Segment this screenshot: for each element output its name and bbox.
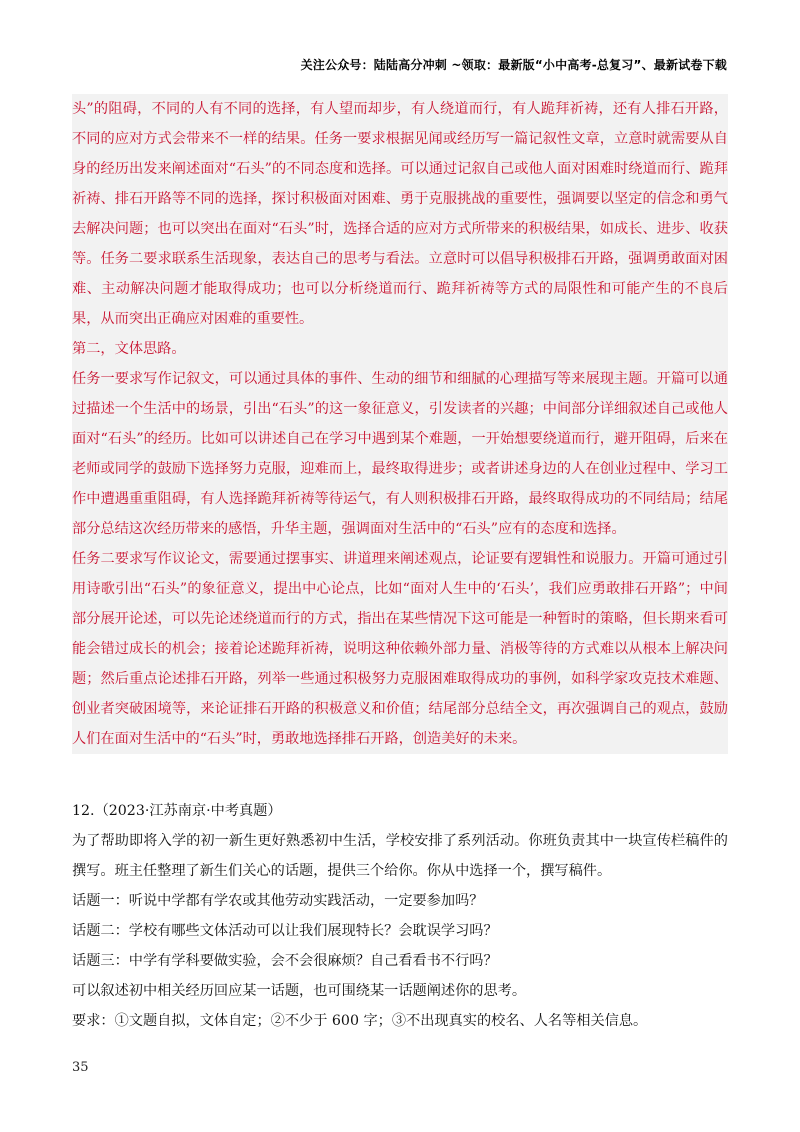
topic-two: 话题二：学校有哪些文体活动可以让我们展现特长？会耽误学习吗？: [72, 923, 498, 939]
answer-paragraph: 任务二要求写作议论文，需要通过摆事实、讲道理来阐述观点，论证要有逻辑性和说服力。开篇可通过引用诗歌引出“石头”的象征意义，提出中心论点，比如“面对人生中的‘石头’，我们应勇敢排石开路”；中间部分展开论述，可以先论述绕道而行的方式，指出在某些情况下这可能是一种暂时的策略，但长期来看可能会错过成长的机会；接着论述跪拜祈祷，说明这种依赖外部力量、消极等待的方式难以从根本上解决问题；然后重点论述排石开路，列举一些通过积极努力克服困难取得成功的事例，如科学家攻克技术难题、创业者突破困境等，来论证排石开路的积极意义和价值；结尾部分总结全文，再次强调自己的观点，鼓励人们在面对生活中的“石头”时，勇敢地选择排石开路，创造美好的未来。: [72, 551, 728, 747]
question-requirements: 要求：①文题自拟，文体自定；②不少于 600 字；③不出现真实的校名、人名等相关信息。: [72, 1013, 648, 1029]
answer-section-heading: 第二，文体思路。: [72, 341, 186, 357]
page-number: 35: [72, 1060, 89, 1075]
question-block: [72, 796, 728, 1036]
topic-three: 话题三：中学有学科要做实验，会不会很麻烦？自己看看书不行吗？: [72, 953, 498, 969]
topic-one: 话题一：听说中学都有学农或其他劳动实践活动，一定要参加吗？: [72, 893, 484, 909]
question-intro: 为了帮助即将入学的初一新生更好熟悉初中生活，学校安排了系列活动。你班负责其中一块宣传栏稿件的撰写。班主任整理了新生们关心的话题，提供三个给你。你从中选择一个，撰写稿件。: [72, 833, 728, 879]
answer-paragraph: 头”的阻碍，不同的人有不同的选择，有人望而却步，有人绕道而行，有人跪拜祈祷，还有人排石开路，不同的应对方式会带来不一样的结果。任务一要求根据见闻或经历写一篇记叙性文章，立意时就需要从自身的经历出发来阐述面对“石头”的不同态度和选择。可以通过记叙自己或他人面对困难时绕道而行、跪拜祈祷、排石开路等不同的选择，探讨积极面对困难、勇于克服挑战的重要性，强调要以坚定的信念和勇气去解决问题；也可以突出在面对“石头”时，选择合适的应对方式所带来的积极结果，如成长、进步、收获等。任务二要求联系生活现象，表达自己的思考与看法。立意时可以倡导积极排石开路，强调勇敢面对困难、主动解决问题才能取得成功；也可以分析绕道而行、跪拜祈祷等方式的局限性和可能产生的不良后果，从而突出正确应对困难的重要性。: [72, 101, 728, 327]
question-number: 12.（2023·江苏南京·中考真题）: [72, 803, 282, 819]
page-header: 关注公众号：陆陆高分冲刺 ~领取：最新版“小中高考-总复习”、最新试卷下载: [300, 58, 727, 72]
answer-analysis-block: [72, 94, 728, 754]
question-guide: 可以叙述初中相关经历回应某一话题，也可围绕某一话题阐述你的思考。: [72, 983, 527, 999]
answer-paragraph: 任务一要求写作记叙文，可以通过具体的事件、生动的细节和细腻的心理描写等来展现主题。开篇可以通过描述一个生活中的场景，引出“石头”的这一象征意义，引发读者的兴趣；中间部分详细叙述自己或他人面对“石头”的经历。比如可以讲述自己在学习中遇到某个难题，一开始想要绕道而行，避开阻碍，后来在老师或同学的鼓励下选择努力克服，迎难而上，最终取得进步；或者讲述身边的人在创业过程中、学习工作中遭遇重重阻碍，有人选择跪拜祈祷等待运气，有人则积极排石开路，最终取得成功的不同结局；结尾部分总结这次经历带来的感悟，升华主题，强调面对生活中的“石头”应有的态度和选择。: [72, 371, 728, 537]
